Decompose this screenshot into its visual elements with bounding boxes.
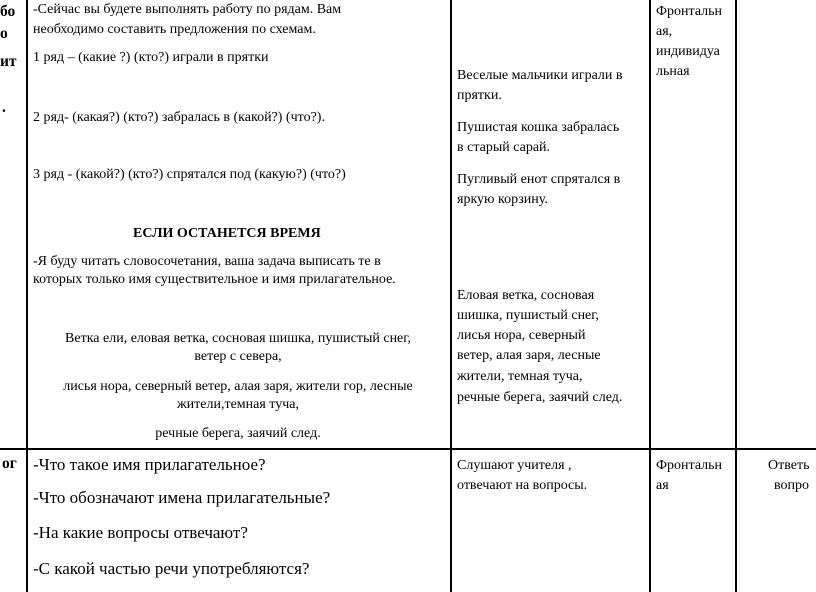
- intro-text-line: -Сейчас вы будете выполнять работу по рядам. Вам: [33, 2, 342, 17]
- table-row-divider: [0, 448, 816, 450]
- row2-col0-text: ог: [2, 455, 17, 472]
- answer-line: Пушистая кошка забралась: [457, 120, 620, 135]
- answer-line: прятки.: [457, 88, 502, 103]
- answer-line: лисья нора, северный: [457, 328, 586, 343]
- work-form-line: льная: [656, 64, 690, 79]
- phrase-line: ветер с севера,: [194, 349, 282, 364]
- extra-task-line: которых только имя существительное и имя прилагательное.: [33, 272, 396, 287]
- answer-line: шишка, пушистый снег,: [457, 308, 599, 323]
- answer-line: в старый сарай.: [457, 140, 551, 155]
- work-form-line: ая,: [656, 24, 673, 39]
- table-border-col2-right: [649, 0, 651, 592]
- answer-line: Веселые мальчики играли в: [457, 68, 623, 83]
- activity-line: отвечают на вопросы.: [457, 478, 588, 493]
- question-line: -На какие вопросы отвечают?: [33, 523, 248, 542]
- row1-col0-line: ит: [0, 53, 17, 70]
- question-line: -С какой частью речи употребляются?: [33, 559, 310, 578]
- work-form-line: ая: [656, 478, 669, 493]
- extra-time-heading: ЕСЛИ ОСТАНЕТСЯ ВРЕМЯ: [133, 226, 321, 241]
- row-1-scheme: 1 ряд – (какие ?) (кто?) играли в прятки: [33, 50, 269, 65]
- row1-col0-line: бо: [0, 3, 16, 20]
- phrase-line: речные берега, заячий след.: [155, 426, 321, 441]
- phrase-line: жители,темная туча,: [176, 397, 299, 412]
- table-border-col1-right: [450, 0, 452, 592]
- work-form-line: индивидуа: [656, 44, 720, 59]
- table-border-col3-right: [735, 0, 737, 592]
- answer-line: Еловая ветка, сосновая: [457, 288, 595, 303]
- result-line: вопро: [774, 478, 810, 493]
- activity-line: Слушают учителя ,: [457, 458, 572, 473]
- row1-col0-line: о: [0, 25, 8, 42]
- answer-line: яркую корзину.: [457, 192, 548, 207]
- answer-line: жители, темная туча,: [457, 369, 583, 384]
- work-form-line: Фронтальн: [656, 4, 723, 19]
- question-line: -Что обозначают имена прилагательные?: [33, 488, 331, 507]
- phrase-line: Ветка ели, еловая ветка, сосновая шишка, пушистый снег,: [65, 331, 411, 346]
- row1-col0-line: .: [2, 99, 6, 116]
- phrase-line: лисья нора, северный ветер, алая заря, жители гор, лесные: [63, 379, 413, 394]
- row-2-scheme: 2 ряд- (какая?) (кто?) забралась в (какой?) (что?).: [33, 110, 325, 125]
- answer-line: ветер, алая заря, лесные: [457, 348, 601, 363]
- question-line: -Что такое имя прилагательное?: [33, 455, 266, 474]
- extra-task-line: -Я буду читать словосочетания, ваша задача выписать те в: [33, 254, 381, 269]
- table-border-col0-right: [26, 0, 28, 592]
- work-form-line: Фронтальн: [656, 458, 723, 473]
- row-3-scheme: 3 ряд - (какой?) (кто?) спрятался под (какую?) (что?): [33, 167, 346, 182]
- intro-text-line: необходимо составить предложения по схемам.: [33, 22, 316, 37]
- answer-line: речные берега, заячий след.: [457, 390, 623, 405]
- answer-line: Пугливый енот спрятался в: [457, 172, 621, 187]
- result-line: Ответь: [768, 458, 810, 473]
